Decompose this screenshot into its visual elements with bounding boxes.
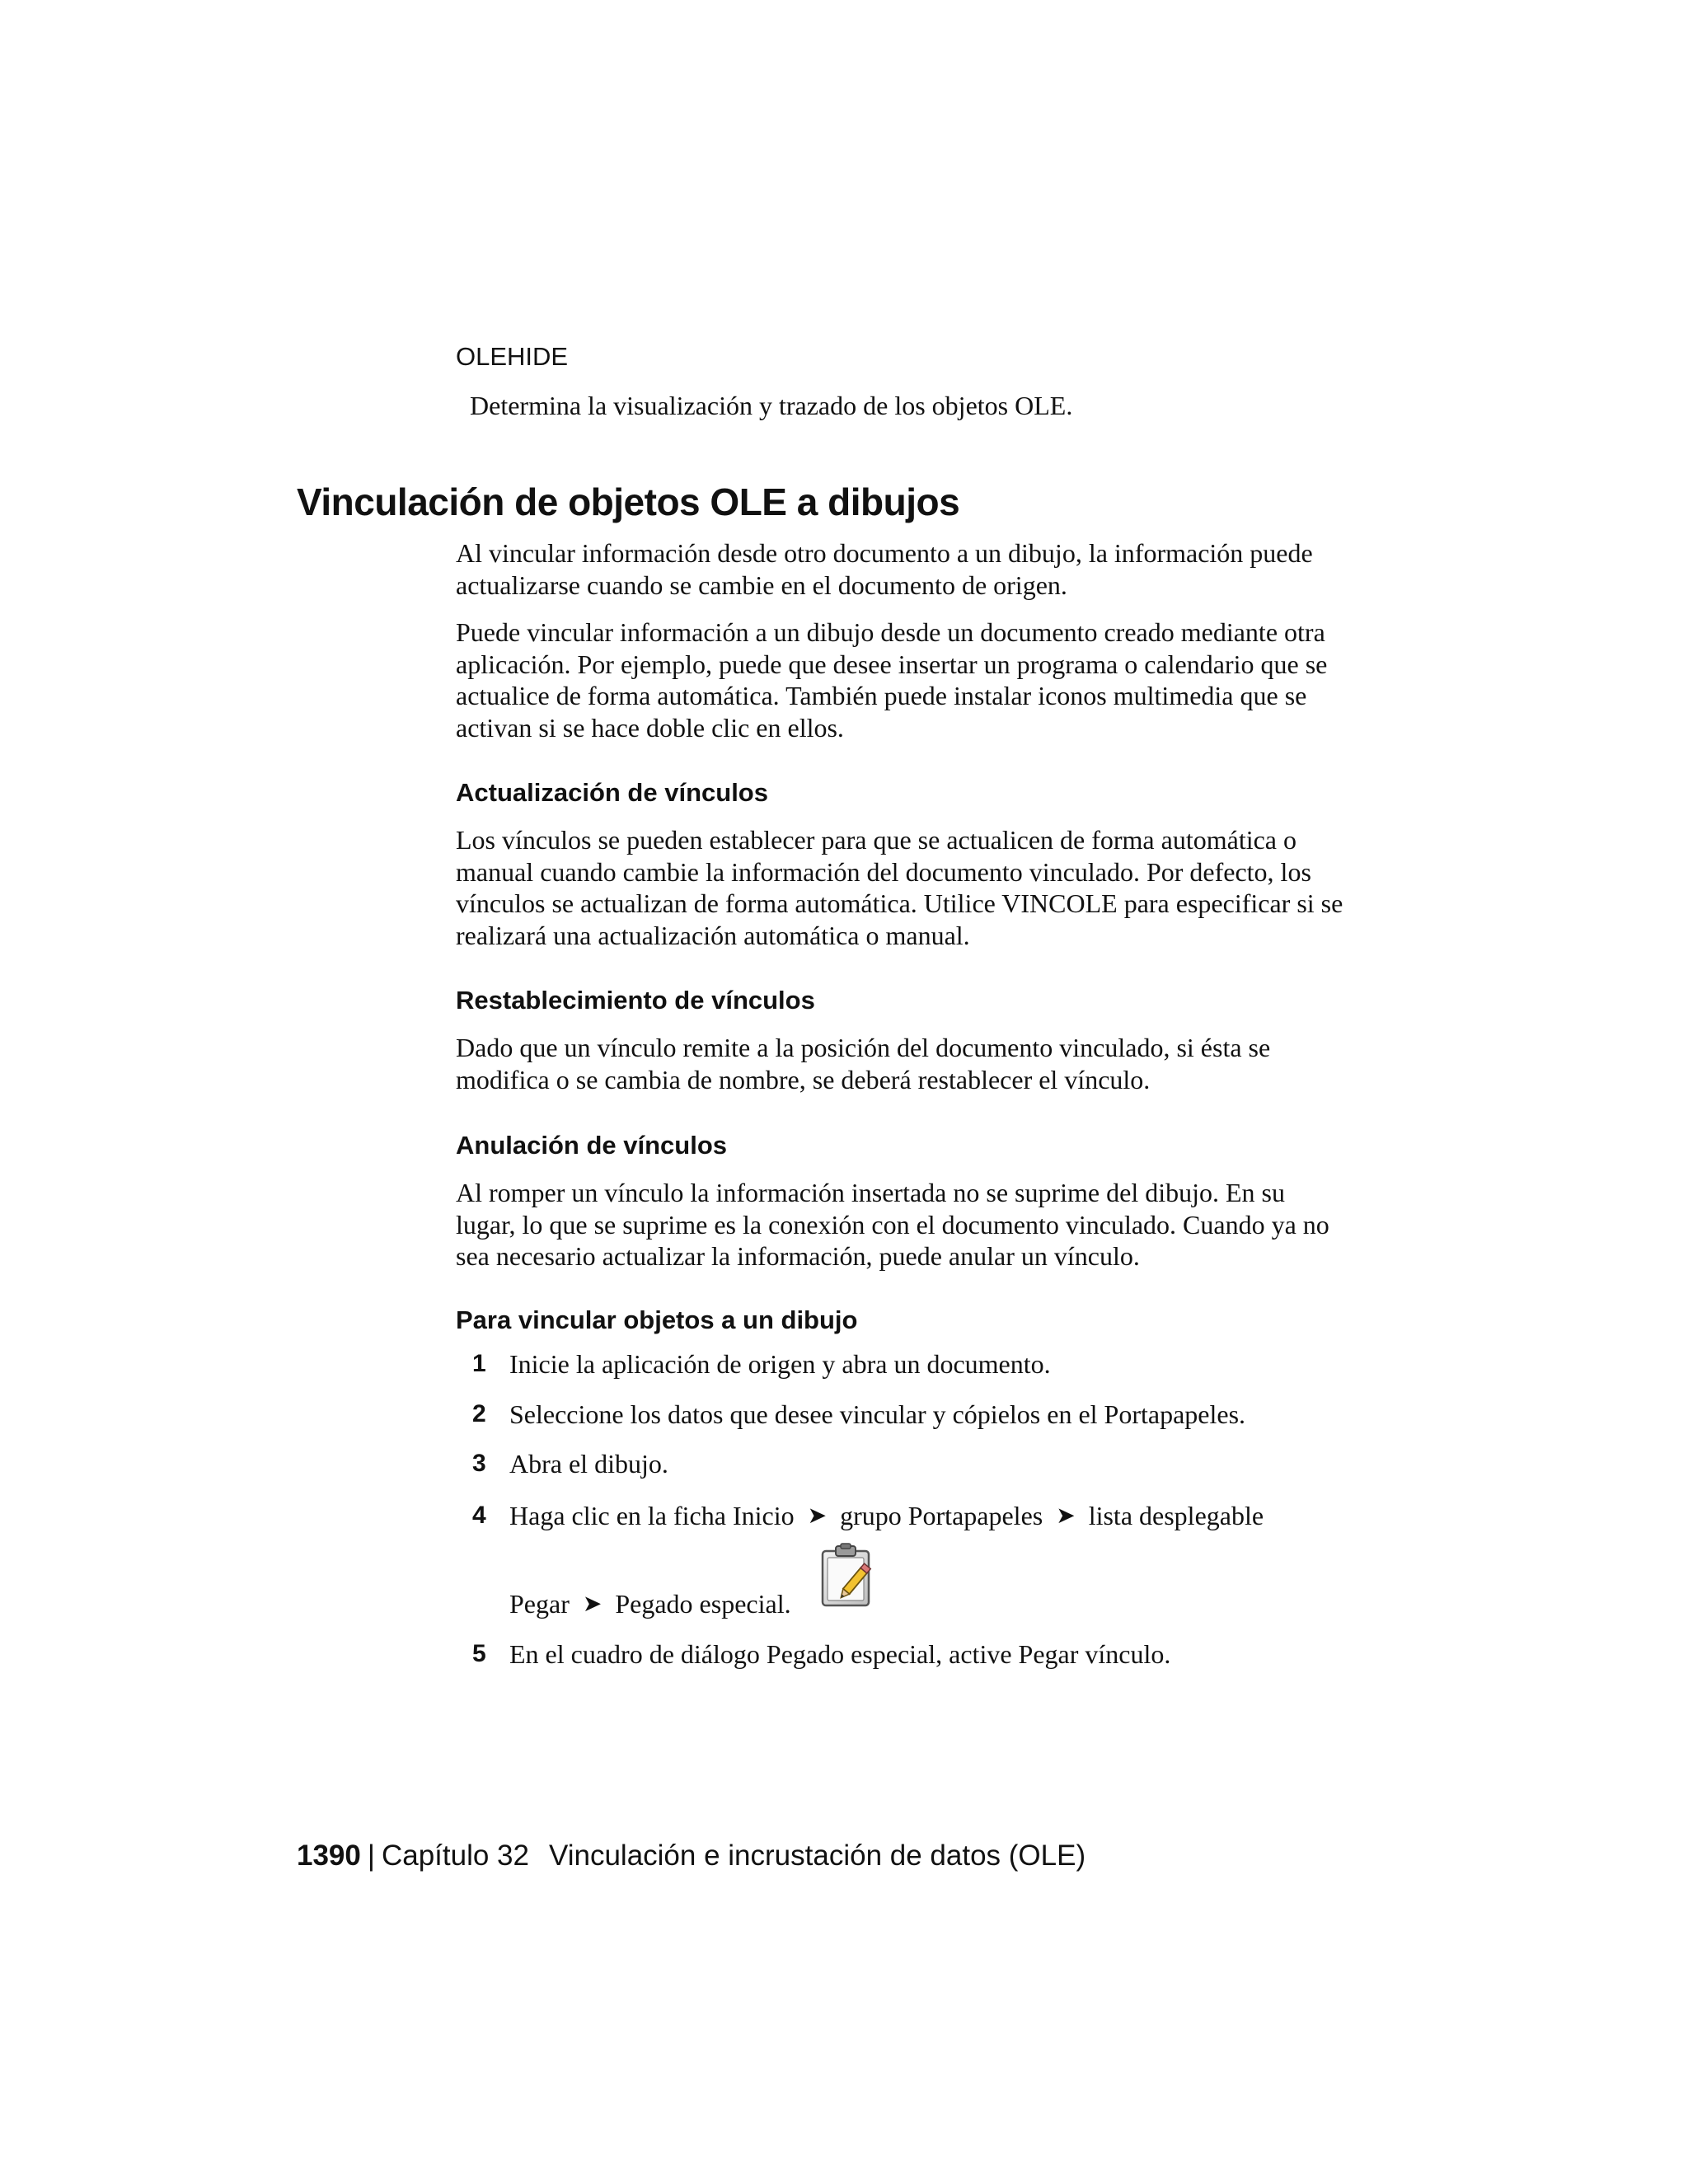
command-name: OLEHIDE <box>456 342 569 371</box>
page-footer <box>297 1840 1085 1872</box>
subsection-title-anulacion: Anulación de vínculos <box>456 1131 727 1160</box>
restablecimiento-paragraph <box>456 1032 1346 1095</box>
actualizacion-text: Los vínculos se pueden establecer para que se actualicen de forma automática o manual cuando cambie la información del documento vinculado. Por defecto, los vínculos se actualizan de forma automática. Utilice VINCOLE para especificar si se realizará una actualización automática o manual. <box>456 825 1343 950</box>
footer-separator: | <box>367 1840 375 1872</box>
step-4-part-ficha-inicio: Haga clic en la ficha Inicio <box>509 1501 795 1530</box>
step-4-line-1 <box>509 1500 1264 1534</box>
command-description: Determina la visualización y trazado de los objetos OLE. <box>470 391 1073 420</box>
chapter-title: Vinculación e incrustación de datos (OLE) <box>549 1840 1086 1872</box>
step-4-part-grupo-portapapeles: grupo Portapapeles <box>840 1501 1043 1530</box>
chapter-label: Capítulo 32 <box>381 1840 529 1872</box>
intro-paragraph-2 <box>456 616 1346 743</box>
section-title: Vinculación de objetos OLE a dibujos <box>297 480 960 523</box>
intro-text-1: Al vincular información desde otro documento a un dibujo, la información puede actualizarse cuando se cambie en el documento de origen. <box>456 538 1313 600</box>
page-number: 1390 <box>297 1840 361 1872</box>
actualizacion-paragraph <box>456 824 1346 951</box>
step-number: 3 <box>472 1450 486 1477</box>
step-text: Abra el dibujo. <box>509 1449 668 1479</box>
step-text: Inicie la aplicación de origen y abra un documento. <box>509 1349 1051 1379</box>
arrow-right-icon: ➤ <box>582 1591 603 1617</box>
restablecimiento-text: Dado que un vínculo remite a la posición del documento vinculado, si ésta se modifica o se cambia de nombre, se deberá restablecer el vínculo. <box>456 1033 1271 1094</box>
intro-text-2: Puede vincular información a un dibujo desde un documento creado mediante otra aplicación. Por ejemplo, puede que desee insertar un programa o calendario que se actualice de forma automática. También puede instalar iconos multimedia que se activan si se hace doble clic en ellos. <box>456 617 1328 743</box>
step-4-part-lista-desplegable: lista desplegable <box>1088 1501 1264 1530</box>
anulacion-paragraph <box>456 1177 1346 1272</box>
step-number: 5 <box>472 1640 486 1667</box>
step-number: 1 <box>472 1350 486 1377</box>
anulacion-text: Al romper un vínculo la información insertada no se suprime del dibujo. En su lugar, lo que se suprime es la conexión con el documento vinculado. Cuando ya no sea necesario actualizar la información, puede anular un vínculo. <box>456 1178 1329 1271</box>
step-4-part-pegado-especial: Pegado especial. <box>615 1589 791 1619</box>
step-number: 2 <box>472 1400 486 1427</box>
step-4-part-pegar: Pegar <box>509 1589 570 1619</box>
arrow-right-icon: ➤ <box>1056 1503 1076 1529</box>
step-text: Seleccione los datos que desee vincular y cópielos en el Portapapeles. <box>509 1399 1246 1429</box>
subsection-title-actualizacion: Actualización de vínculos <box>456 778 768 807</box>
paste-special-icon <box>819 1543 885 1610</box>
arrow-right-icon: ➤ <box>807 1503 828 1529</box>
intro-paragraph-1 <box>456 537 1346 601</box>
step-text: En el cuadro de diálogo Pegado especial, active Pegar vínculo. <box>509 1639 1171 1669</box>
subsection-title-restablecimiento: Restablecimiento de vínculos <box>456 986 815 1015</box>
step-number: 4 <box>472 1502 486 1529</box>
procedure-title: Para vincular objetos a un dibujo <box>456 1305 858 1334</box>
step-4-line-2 <box>509 1588 791 1622</box>
